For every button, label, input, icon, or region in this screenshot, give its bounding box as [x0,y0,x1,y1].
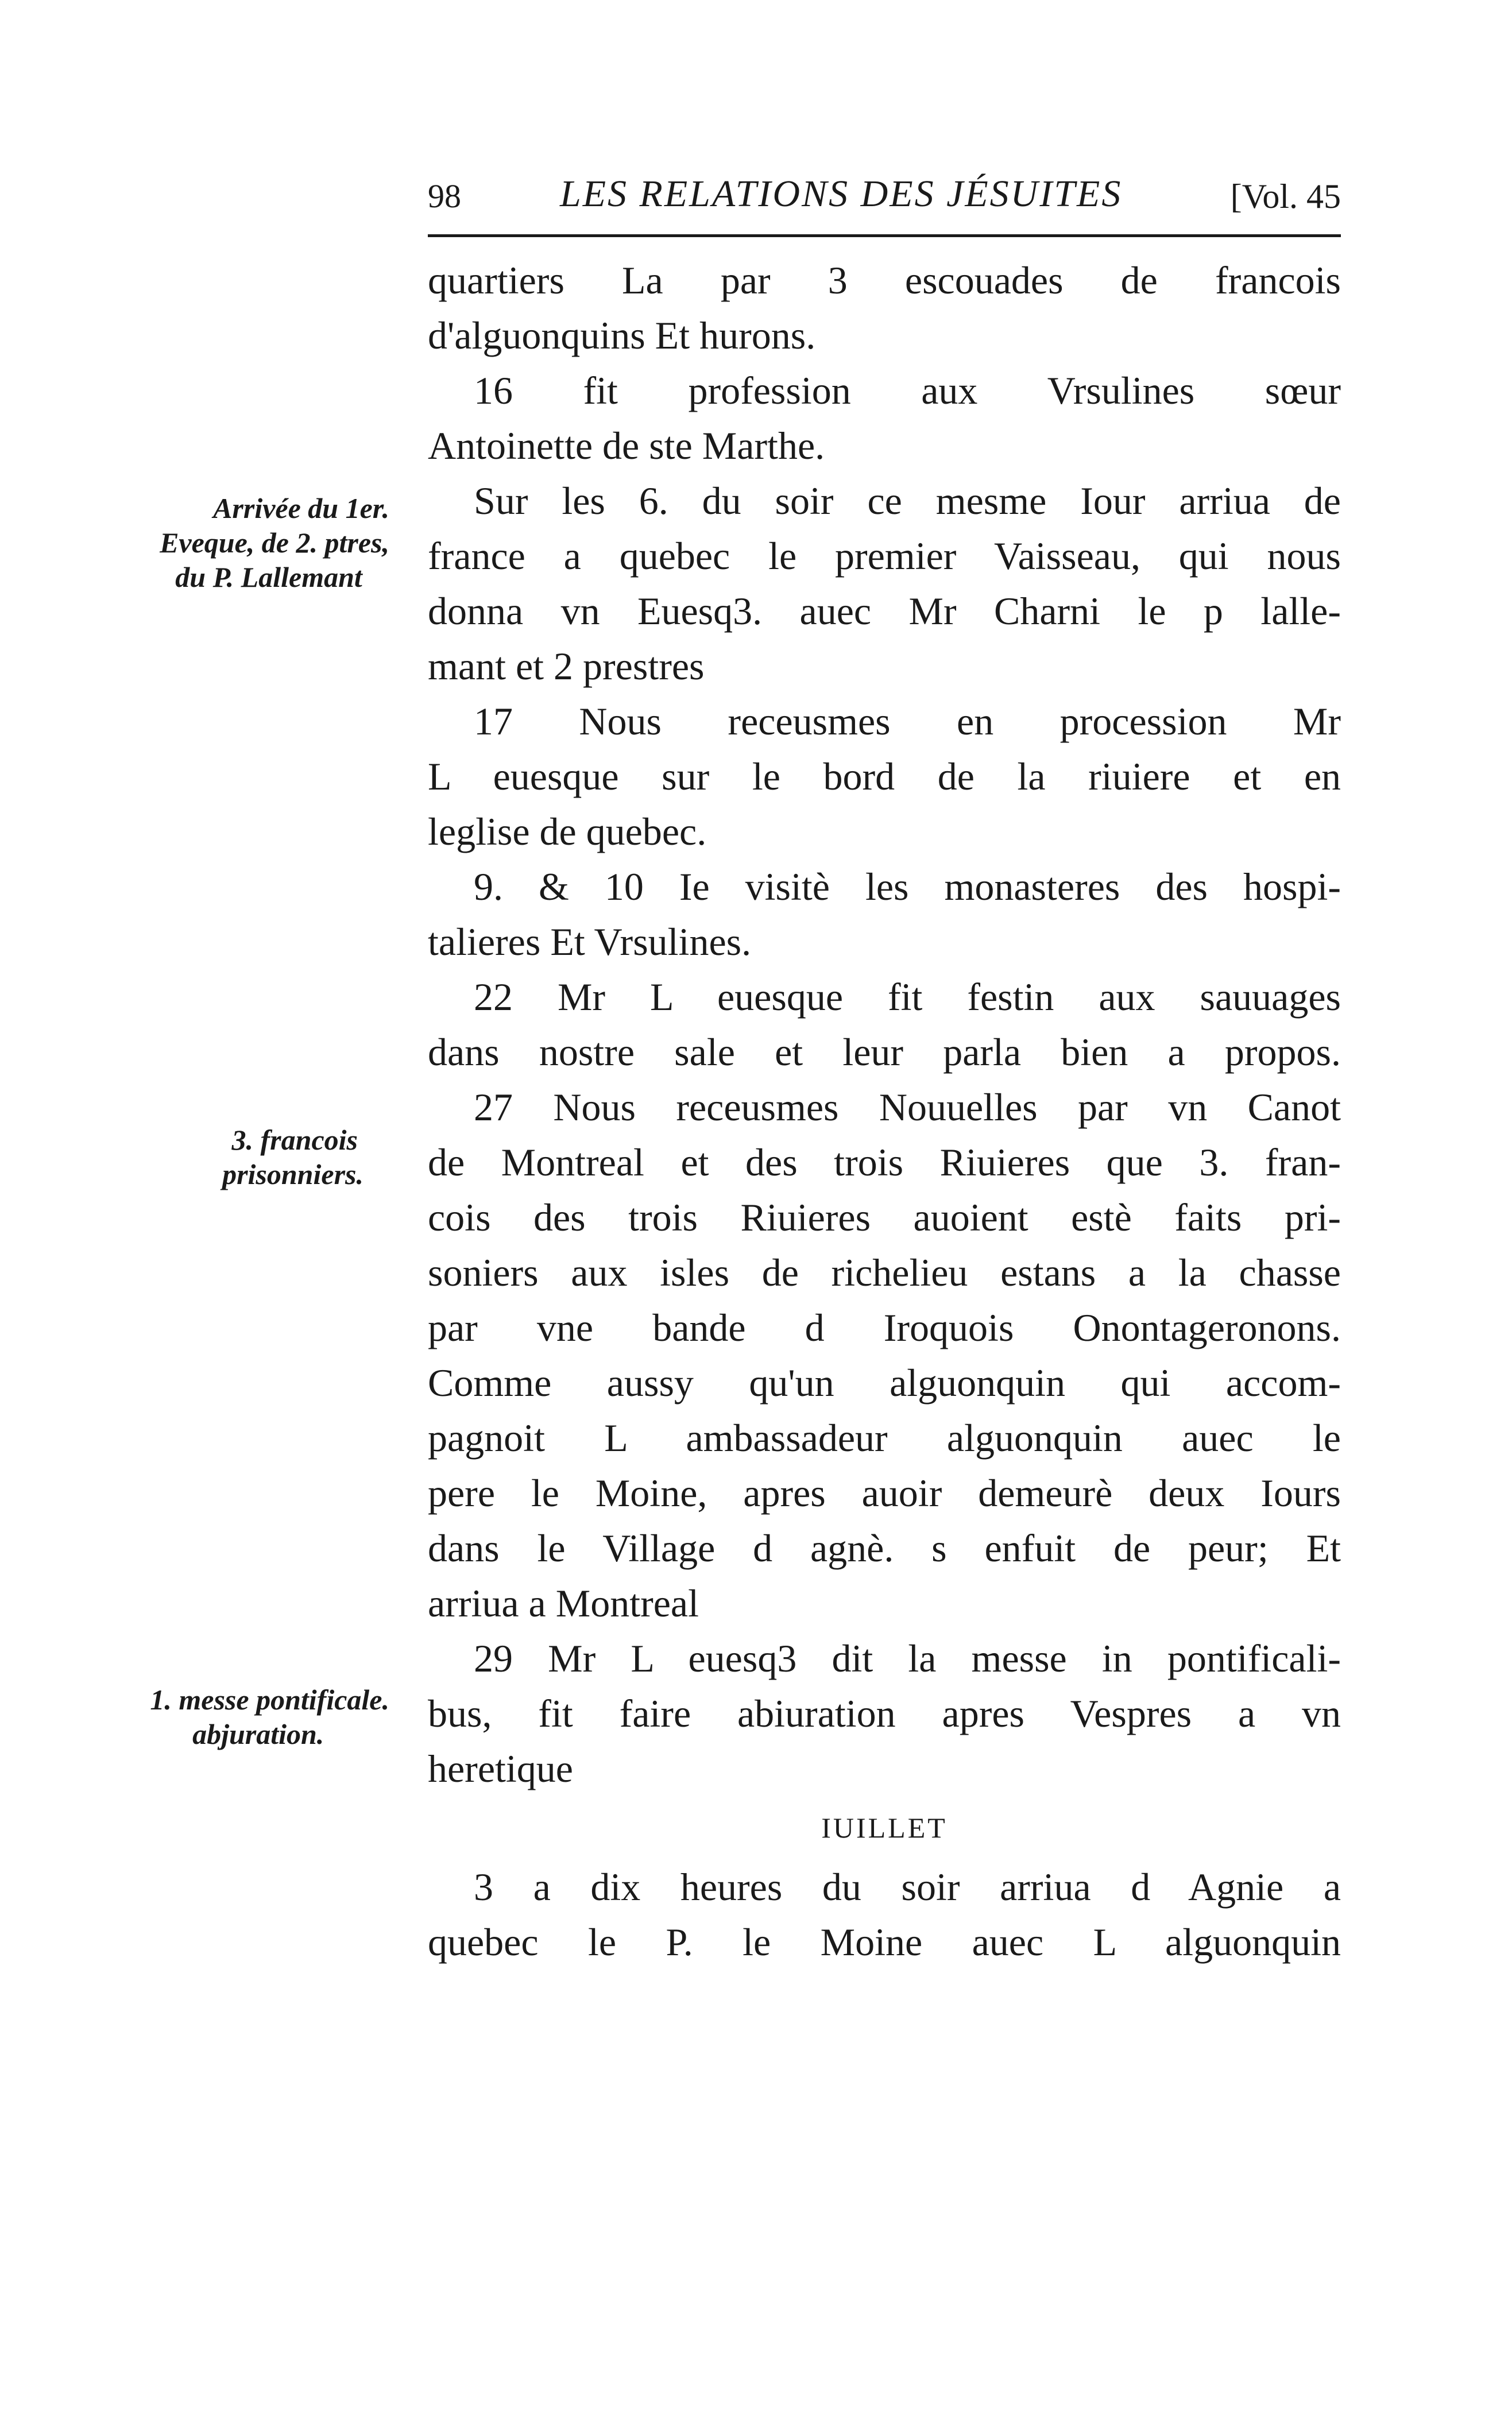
margin-note-line: 3. francois [231,1124,358,1156]
text-line: 27 Nous receusmes Nouuelles par vn Canot [474,1085,1341,1129]
margin-note-line: du P. Lallemant [175,561,362,593]
running-header [428,172,1341,224]
volume-label: [Vol. 45 [1230,177,1341,215]
text-line: dans le Village d agnè. s enfuit de peur; Et [428,1526,1341,1570]
margin-note-line: Eveque, de 2. ptres, [160,527,389,559]
text-line: donna vn Euesq3. auec Mr Charni le p lalle- [428,589,1341,633]
text-line: 3 a dix heures du soir arriua d Agnie a [474,1865,1341,1909]
margin-note-line: abjuration. [192,1718,324,1750]
text-line: bus, fit faire abiuration apres Vespres a vn [428,1692,1341,1735]
text-line: Antoinette de ste Marthe. [428,424,825,467]
text-line: de Montreal et des trois Riuieres que 3. fran- [428,1140,1341,1184]
text-line: cois des trois Riuieres auoient estè faits pri- [428,1196,1341,1239]
text-line: dans nostre sale et leur parla bien a propos. [428,1030,1341,1074]
margin-note-arrival [160,491,389,594]
text-line: quebec le P. le Moine auec L alguonquin [428,1920,1341,1964]
text-line: L euesque sur le bord de la riuiere et en [428,755,1341,798]
text-line: quartiers La par 3 escouades de francois [428,258,1341,302]
margin-note-line: 1. messe pontificale. [150,1684,389,1716]
text-line: leglise de quebec. [428,810,707,853]
margin-note-mass [150,1682,389,1751]
text-line: par vne bande d Iroquois Onontageronons. [428,1306,1341,1349]
margin-note-line: Arrivée du 1er. [213,492,389,524]
section-heading: IUILLET [821,1812,948,1844]
text-line: 9. & 10 Ie visitè les monasteres des hospi- [474,865,1341,908]
text-line: pagnoit L ambassadeur alguonquin auec le [428,1416,1341,1460]
text-line: mant et 2 prestres [428,644,705,688]
text-line: arriua a Montreal [428,1581,699,1625]
page-number: 98 [428,177,461,215]
running-title: LES RELATIONS DES JÉSUITES [560,173,1123,215]
text-line: 16 fit profession aux Vrsulines sœur [474,369,1341,412]
header-rule [428,234,1341,237]
text-line: 22 Mr L euesque fit festin aux sauuages [474,975,1341,1019]
text-line: france a quebec le premier Vaisseau, qui nous [428,534,1341,578]
text-line: 17 Nous receusmes en procession Mr [474,699,1341,743]
margin-note-line: prisonniers. [222,1158,364,1190]
text-line: talieres Et Vrsulines. [428,920,752,964]
margin-note-prisoners [222,1123,364,1191]
text-line: soniers aux isles de richelieu estans a la chasse [428,1251,1341,1294]
text-line: Comme aussy qu'un alguonquin qui accom- [428,1361,1341,1405]
text-line: 29 Mr L euesq3 dit la messe in pontificali- [474,1637,1341,1680]
body-text [428,253,1341,1970]
text-line: heretique [428,1747,573,1790]
text-line: pere le Moine, apres auoir demeurè deux Iours [428,1471,1341,1515]
text-line: d'alguonquins Et hurons. [428,314,816,357]
text-line: Sur les 6. du soir ce mesme Iour arriua de [474,479,1341,523]
